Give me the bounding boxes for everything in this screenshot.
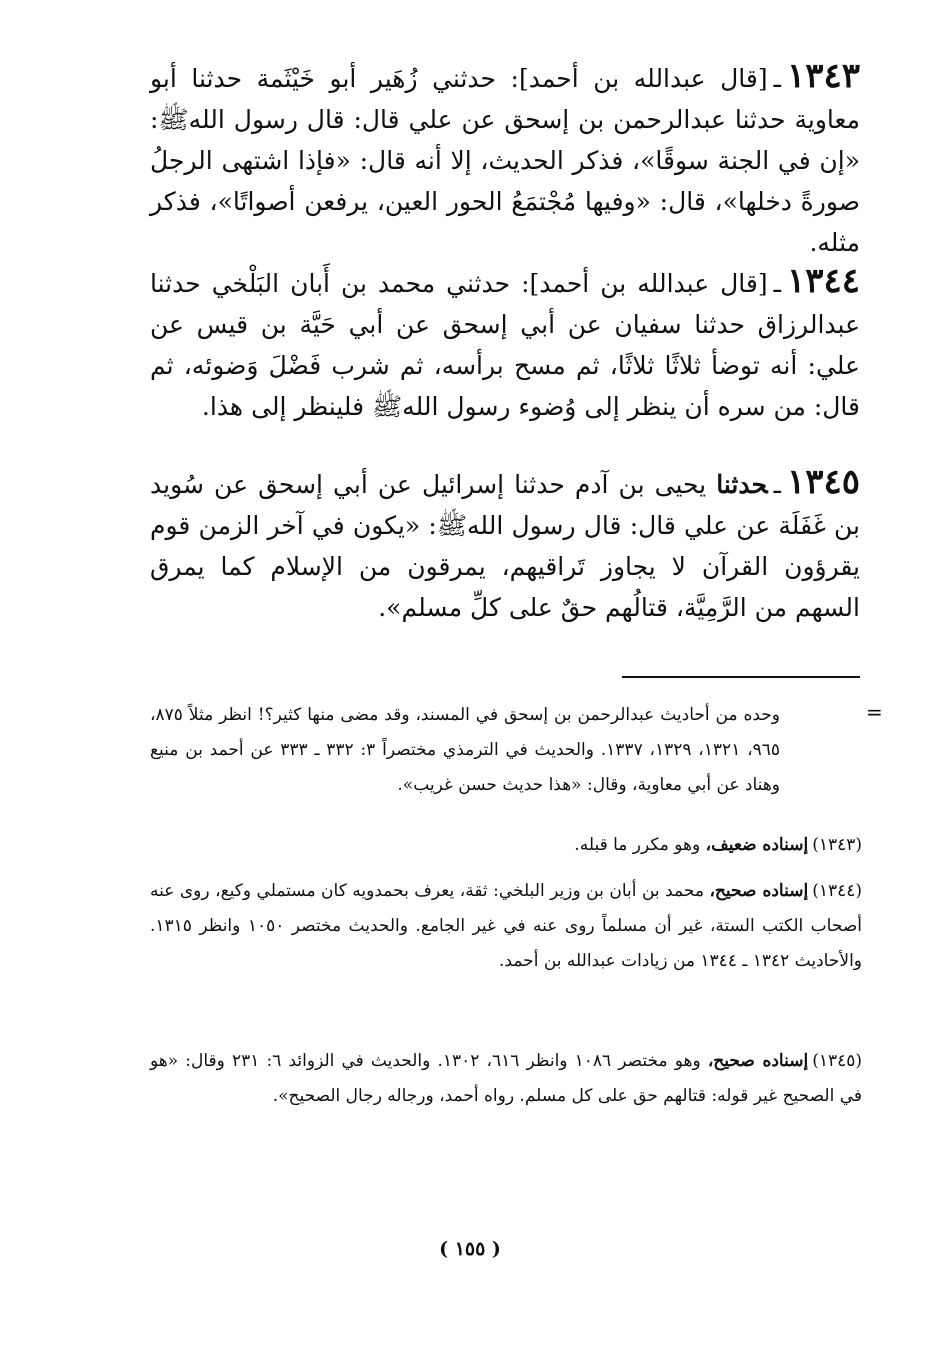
- page-number: ( ١٥٥ ): [439, 1238, 501, 1260]
- hadith-1343: [150, 56, 860, 263]
- hadith-number: ١٣٤٤: [786, 261, 860, 301]
- footnote-grade: إسناده صحيح،: [709, 881, 809, 901]
- footnote-1343: [150, 828, 862, 863]
- footnote-grade: إسناده ضعيف،: [705, 835, 809, 855]
- hadith-lead: حدثنا: [716, 470, 768, 499]
- footnote-text: وهو مختصر ١٠٨٦ وانظر ٦١٦، ١٣٠٢. والحديث في الزوائد ٦: ٢٣١ وقال: «هو في الصحيح غير قوله: قتالهم حق على كل مسلم. رواه أحمد، ورجاله رجال الصحيح».: [150, 1051, 862, 1106]
- hadith-number: ١٣٤٥: [786, 462, 860, 502]
- footnote-1344: [150, 874, 862, 979]
- footnote-grade: إسناده صحيح،: [707, 1051, 809, 1071]
- hadith-1345: [150, 462, 860, 628]
- footnote-separator: [622, 676, 860, 678]
- hadith-dash: ـ: [773, 269, 781, 298]
- footnote-ref: (١٣٤٤): [812, 881, 863, 901]
- continuation-mark: =: [866, 700, 883, 724]
- footnote-text: محمد بن أبان بن وزير البلخي: ثقة، يعرف بحمدويه كان مستملي وكيع، روى عنه أصحاب الكتب الستة، غير أن مسلماً روى عنه في غير الجامع. والحديث مختصر ١٠٥٠ وانظر ١٣١٥. والأحاديث ١٣٤٢ ـ ١٣٤٤ من زيادات عبدالله بن أحمد.: [150, 881, 862, 971]
- hadith-number: ١٣٤٣: [786, 56, 860, 96]
- hadith-text: [قال عبدالله بن أحمد]: حدثني زُهَير أبو خَيْثَمة حدثنا أبو معاوية حدثنا عبدالرحمن بن إسحق عن علي قال: قال رسول اللهﷺ: «إن في الجنة سوقًا»، فذكر الحديث، إلا أنه قال: «فإذا اشتهى الرجلُ صورةً دخلها»، قال: «وفيها مُجْتمَعُ الحور العين، يرفعن أصواتًا»، فذكر مثله.: [150, 64, 860, 257]
- footnote-text: وهو مكرر ما قبله.: [574, 835, 701, 855]
- hadith-dash: ـ: [773, 470, 781, 499]
- footnote-ref: (١٣٤٥): [812, 1051, 863, 1071]
- footnote-continuation: وحده من أحاديث عبدالرحمن بن إسحق في المسند، وقد مضى منها كثير؟! انظر مثلاً ٨٧٥، ٩٦٥، ١٣٢١، ١٣٢٩، ١٣٣٧. والحديث في الترمذي مختصراً ٣: ٣٣٢ ـ ٣٣٣ عن أحمد بن منيع وهناد عن أبي معاوية، وقال: «هذا حديث حسن غريب».: [150, 705, 781, 795]
- hadith-dash: ـ: [773, 64, 781, 93]
- hadith-1344: [150, 261, 860, 427]
- hadith-text: يحيى بن آدم حدثنا إسرائيل عن أبي إسحق عن سُويد بن غَفَلَة عن علي قال: قال رسول اللهﷺ: «يكون في آخر الزمن قوم يقرؤون القرآن لا يجاوز تَراقيهم، يمرقون من الإسلام كما يمرق السهم من الرَّمِيَّة، قتالُهم حقٌ على كلِّ مسلم».: [150, 470, 860, 622]
- footnote-ref: (١٣٤٣): [812, 835, 862, 855]
- footnote-1345: [150, 1044, 862, 1114]
- hadith-text: [قال عبدالله بن أحمد]: حدثني محمد بن أَبان البَلْخي حدثنا عبدالرزاق حدثنا سفيان عن أبي إسحق عن أبي حَيَّة بن قيس عن علي: أنه توضأ ثلاثًا ثلاثًا، ثم مسح برأسه، ثم شرب فَضْلَ وَضوئه، ثم قال: من سره أن ينظر إلى وُضوء رسول اللهﷺ فلينظر إلى هذا.: [150, 269, 860, 421]
